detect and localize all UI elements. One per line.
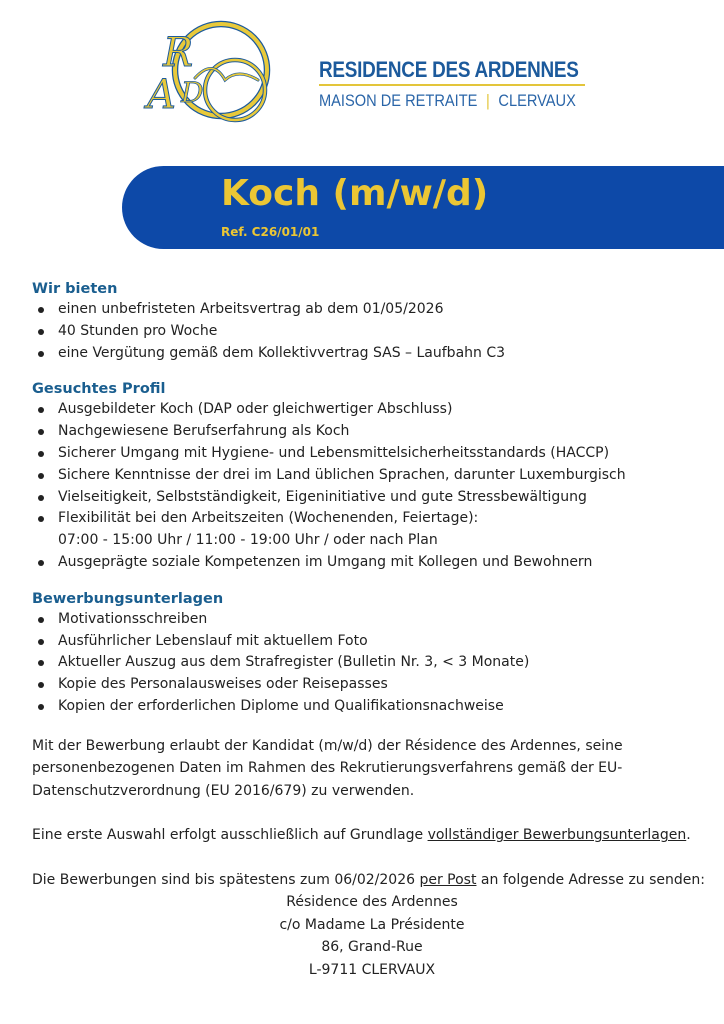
section-heading-offer: Wir bieten [32, 281, 118, 297]
list-item: Nachgewiesene Berufserfahrung als Koch [32, 421, 712, 443]
section-heading-profile: Gesuchtes Profil [32, 381, 166, 398]
address-line: L-9711 CLERVAUX [308, 961, 436, 978]
brand-subtitle-separator: | [486, 91, 490, 110]
list-item [32, 508, 712, 552]
list-item: Vielseitigkeit, Selbstständigkeit, Eigeninitiative und gute Stressbewältigung [32, 487, 712, 509]
deadline-emphasis: per Post [419, 871, 477, 888]
deadline-end: an folgende Adresse zu senden: [476, 871, 706, 888]
address-line: Résidence des Ardennes [286, 894, 458, 911]
address-line: c/o Madame La Présidente [279, 916, 465, 933]
selection-end: . [686, 827, 691, 844]
selection-emphasis: vollständiger Bewerbungsunterlagen [427, 827, 687, 844]
selection-text: Eine erste Auswahl erfolgt ausschließlich auf Grundlage [32, 827, 428, 844]
list-item: eine Vergütung gemäß dem Kollektivvertrag SAS – Laufbahn C3 [32, 343, 712, 365]
offer-list [32, 299, 712, 364]
svg-text:D: D [181, 76, 204, 109]
list-item: Ausgeprägte soziale Kompetenzen im Umgang mit Kollegen und Bewohnern [32, 552, 712, 574]
brand-subtitle-right: CLERVAUX [498, 91, 576, 110]
documents-list [32, 609, 712, 718]
section-heading-documents: Bewerbungsunterlagen [32, 590, 224, 607]
list-item: Aktueller Auszug aus dem Strafregister (Bulletin Nr. 3, < 3 Monate) [32, 652, 712, 674]
job-reference: Ref. C26/01/01 [221, 225, 320, 239]
list-item: Motivationsschreiben [32, 609, 712, 631]
list-item: Sichere Kenntnisse der drei im Land üblichen Sprachen, darunter Luxemburgisch [32, 465, 712, 487]
deadline-text: Die Bewerbungen sind bis spätestens zum 06/02/2026 [32, 871, 420, 888]
brand-subtitle-left: MAISON DE RETRAITE [319, 91, 478, 110]
brand-divider [319, 84, 585, 86]
job-title: Koch (m/w/d) [221, 173, 489, 214]
deadline-notice [32, 869, 712, 892]
list-item: Sicherer Umgang mit Hygiene- und Lebensmittelsicherheitsstandards (HACCP) [32, 443, 712, 465]
list-item: einen unbefristeten Arbeitsvertrag ab dem 01/05/2026 [32, 299, 712, 321]
list-item: Kopien der erforderlichen Diplome und Qualifikationsnachweise [32, 696, 712, 718]
job-description [32, 281, 712, 981]
svg-text:A: A [147, 72, 176, 118]
working-hours: 07:00 - 15:00 Uhr / 11:00 - 19:00 Uhr / oder nach Plan [58, 532, 438, 549]
svg-text:R: R [163, 30, 194, 76]
selection-notice [32, 824, 712, 847]
list-item-text: Flexibilität bei den Arbeitszeiten (Wochenenden, Feiertage): [58, 510, 479, 527]
list-item: Kopie des Personalausweises oder Reisepasses [32, 674, 712, 696]
privacy-notice: Mit der Bewerbung erlaubt der Kandidat (m/w/d) der Résidence des Ardennes, seine personenbezogenen Daten im Rahmen des Rekrutierungsverfahrens gemäß der EU-Datenschutzverordnung (EU 2016/679) zu verwenden. [32, 737, 623, 799]
brand-name: RESIDENCE DES ARDENNES [319, 57, 579, 82]
postal-address [32, 891, 712, 981]
list-item: Ausgebildeter Koch (DAP oder gleichwertiger Abschluss) [32, 399, 712, 421]
list-item: Ausführlicher Lebenslauf mit aktuellem Foto [32, 631, 712, 653]
rda-monogram-logo-icon [143, 18, 273, 128]
profile-list [32, 399, 712, 573]
brand-subtitle [319, 91, 576, 111]
address-line: 86, Grand-Rue [321, 939, 423, 956]
list-item: 40 Stunden pro Woche [32, 321, 712, 343]
